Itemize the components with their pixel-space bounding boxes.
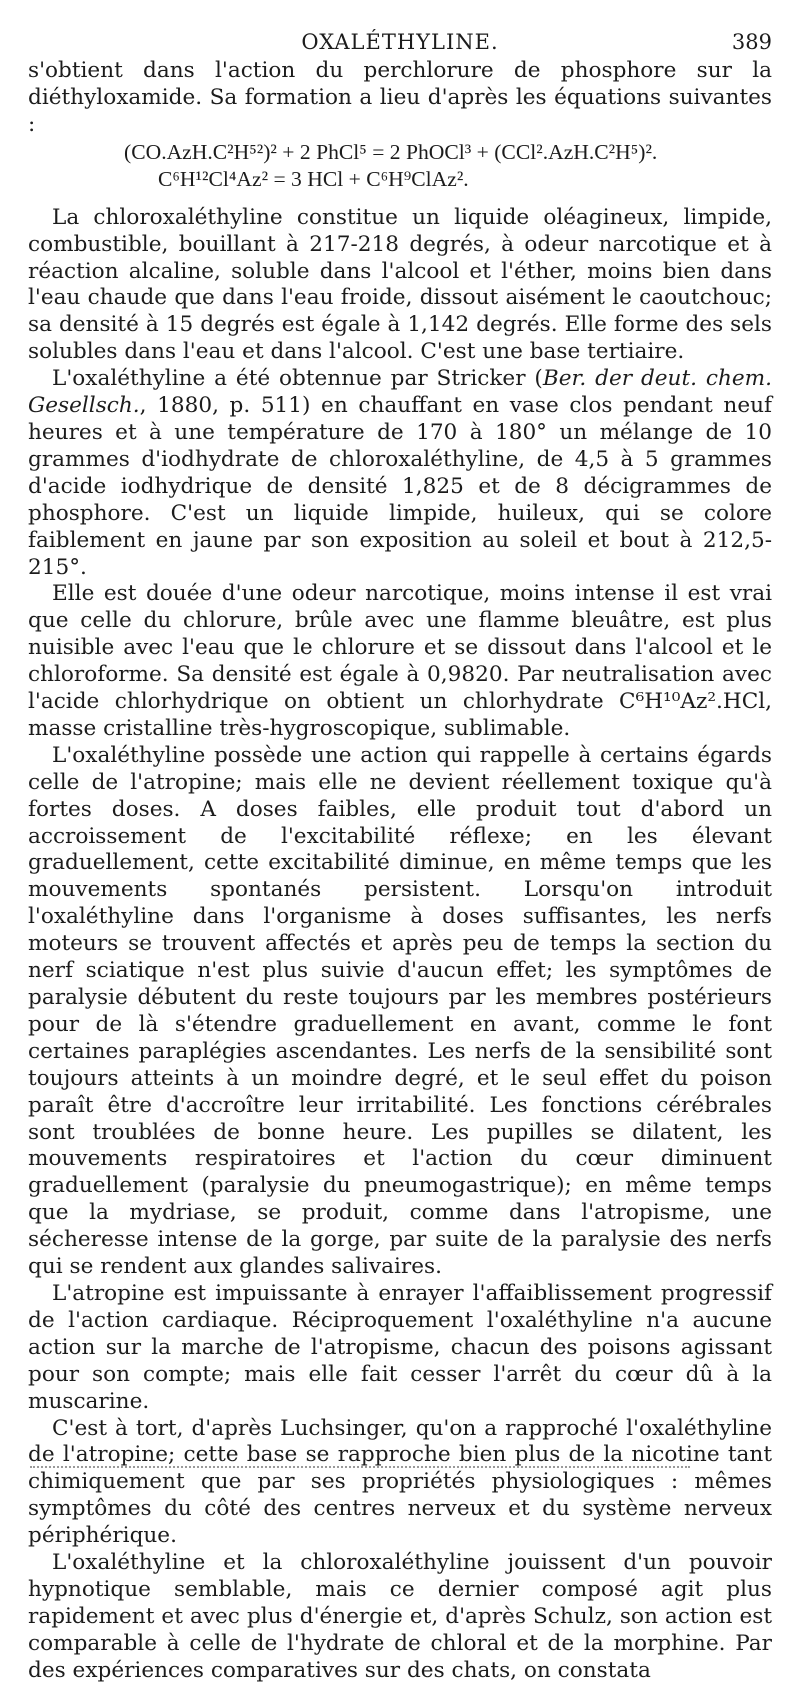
- running-head: [28, 0, 772, 58]
- citation: Ber. der deut. chem. Gesellsch.: [28, 366, 772, 419]
- body-text: [28, 58, 772, 1685]
- paragraph-stricker-text-2: , 1880, p. 511) en chauffant en vase clos pendant neuf heures et à une température de 170 à 180° un mélange de 10 grammes d'iodhydrate de chloroxaléthyline, de 4,5 à 5 grammes d'acide iodhydrique de densité 1,825 et de 8 décigrammes de phosphore. C'est un liquide limpide, huileux, qui se colore faiblement en jaune par son exposition au soleil et bout à 212,5-215°.: [28, 393, 772, 580]
- paragraph-chloroxalethyline: La chloroxaléthyline constitue un liquide oléagineux, limpide, combustible, bouillant à 217-218 degrés, à odeur narcotique et à réaction alcaline, soluble dans l'alcool et l'éther, moins bien dans l'eau chaude que dans l'eau froide, dissout aisément le caoutchouc; sa densité à 15 degrés est égale à 1,142 degrés. Elle forme des sels solubles dans l'eau et dans l'alcool. C'est une base tertiaire.: [28, 204, 772, 365]
- intro-paragraph: s'obtient dans l'action du perchlorure de phosphore sur la diéthyloxamide. Sa formation a lieu d'après les équations suivantes :: [28, 58, 772, 137]
- paragraph-luchsinger: C'est à tort, d'après Luchsinger, qu'on a rapproché l'oxaléthyline de l'atropine; cette base se rapproche bien plus de la nicotine tant chimiquement que par ses propriétés physiologiques : mêmes symptômes du côté des centres nerveux et du système nerveux périphérique.: [28, 1415, 772, 1549]
- equation-2: C⁶H¹²Cl⁴Az² = 3 HCl + C⁶H⁹ClAz².: [158, 166, 469, 191]
- running-title: OXALÉTHYLINE.: [301, 30, 499, 54]
- paragraph-atropine: L'atropine est impuissante à enrayer l'affaiblissement progressif de l'action cardiaque. Réciproquement l'oxaléthyline n'a aucune action sur la marche de l'atropisme, chacun des poisons agissant pour son compte; mais elle fait cesser l'arrêt du cœur dû à la muscarine.: [28, 1280, 772, 1414]
- paragraph-properties: Elle est douée d'une odeur narcotique, moins intense il est vrai que celle du chlorure, brûle avec une flamme bleuâtre, est plus nuisible avec l'eau que le chlorure et se dissout dans l'alcool et le chloroforme. Sa densité est égale à 0,9820. Par neutralisation avec l'acide chlorhydrique on obtient un chlorhydrate C⁶H¹⁰Az².HCl, masse cristalline très-hygroscopique, sublimable.: [28, 581, 772, 741]
- equations-block: [28, 139, 772, 193]
- page-number: 389: [731, 30, 772, 54]
- paragraph-stricker-text-1: L'oxaléthyline a été obtennue par Stricker (: [52, 366, 543, 392]
- footer-rule: [30, 1466, 690, 1470]
- book-page: [28, 0, 772, 1685]
- paragraph-hypnotic: L'oxaléthyline et la chloroxaléthyline jouissent d'un pouvoir hypnotique semblable, mais ce dernier composé agit plus rapidement et avec plus d'énergie et, d'après Schulz, son action est comparable à celle de l'hydrate de chloral et de la morphine. Par des expériences comparatives sur des chats, on constata: [28, 1550, 772, 1683]
- paragraph-action: L'oxaléthyline possède une action qui rappelle à certains égards celle de l'atropine; mais elle ne devient réellement toxique qu'à fortes doses. A doses faibles, elle produit tout d'abord un accroissement de l'excitabilité réflexe; en les élevant graduellement, cette excitabilité diminue, en même temps que les mouvements spontanés persistent. Lorsqu'on introduit l'oxaléthyline dans l'organisme à doses suffisantes, les nerfs moteurs se trouvent affectés et après peu de temps la section du nerf sciatique n'est plus suivie d'aucun effet; les symptômes de paralysie débutent du reste toujours par les membres postérieurs pour de là s'étendre graduellement en avant, comme le font certaines paraplégies ascendantes. Les nerfs de la sensibilité sont toujours atteints à un moindre degré, et le seul effet du poison paraît être d'accroître leur irritabilité. Les fonctions cérébrales sont troublées de bonne heure. Les pupilles se dilatent, les mouvements respiratoires et l'action du cœur diminuent graduellement (paralysie du pneumogastrique); en même temps que la mydriase, se produit, comme dans l'atropisme, une sécheresse intense de la gorge, par suite de la paralysie des nerfs qui se rendent aux glandes salivaires.: [28, 742, 772, 1280]
- equation-1: (CO.AzH.C²H⁵²)² + 2 PhCl⁵ = 2 PhOCl³ + (CCl².AzH.C²H⁵)².: [124, 139, 658, 164]
- paragraph-stricker: [28, 366, 772, 581]
